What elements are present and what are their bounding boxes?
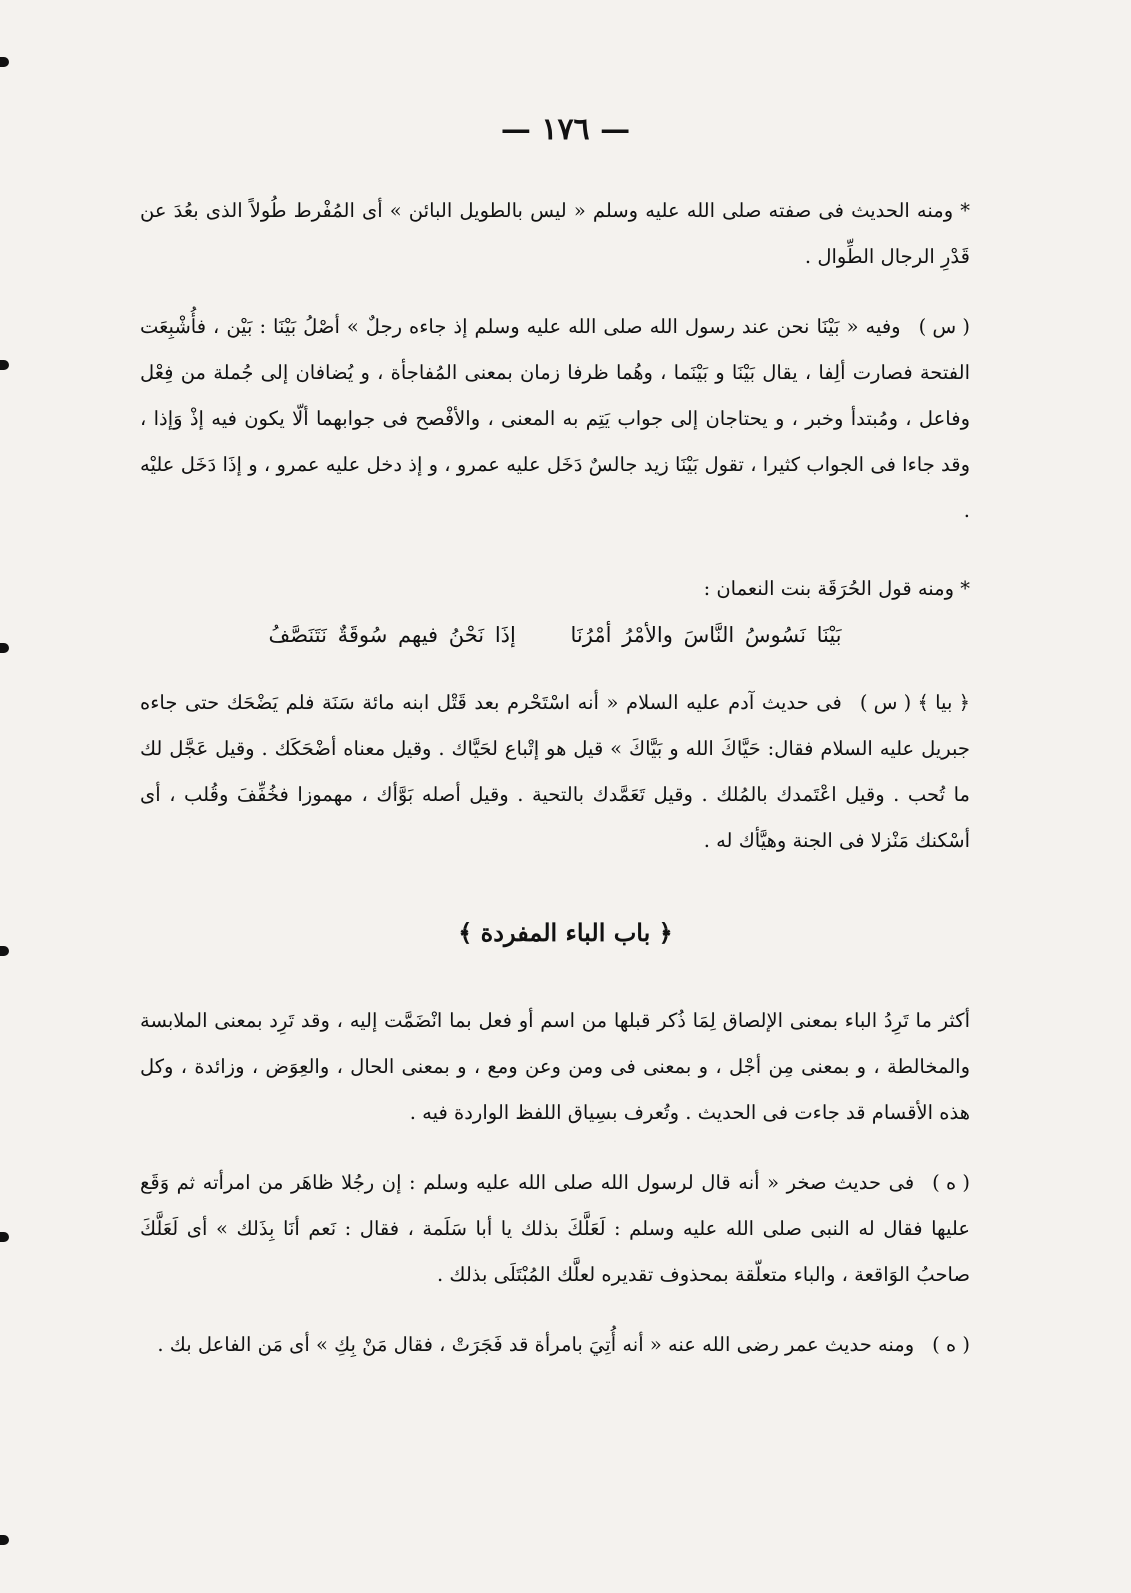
paragraph-text: فى حديث صخر « أنه قال لرسول الله صلى الله عليه وسلم : إن رجُلا ظاهَر من امرأته ثم وَقَع عليها فقال له النبى صلى الله عليه وسلم : لَعَلَّكَ بذلك يا أبا سَلَمة ، فقال : نَعم أنَا بِذَلك » أى لَعَلَّكَ صاحبُ الوَاقعة ، والباء متعلّقة بمحذوف تقديره لعلَّك المُبْتَلَى بذلك . — [140, 1171, 970, 1286]
verse-hemistich-1: بَيْنَا نَسُوسُ النَّاسَ والأمْرُ أمْرُنَا — [570, 623, 842, 647]
scan-edge-mark — [0, 1535, 9, 1545]
paragraph-text: ومنه حديث عمر رضى الله عنه « أنه أُتِيَ بامرأة قد فَجَرَتْ ، فقال مَنْ بِكِ » أى مَن الفاعل بك . — [157, 1333, 915, 1356]
paragraph-6 — [140, 1160, 970, 1298]
paragraph-5 — [140, 998, 970, 1136]
source-marker: ( ه ) — [932, 1171, 970, 1194]
source-marker: ( ه ) — [932, 1333, 970, 1356]
poetry-verse — [140, 612, 970, 658]
entry-marker: ﴿ بيا ﴾ ( س ) — [859, 691, 970, 714]
paragraph-3 — [140, 566, 970, 612]
paragraph-text: وفيه « بَيْنَا نحن عند رسول الله صلى الله عليه وسلم إذ جاءه رجلٌ » أصْلُ بَيْنَا : بَيْن ، فأُشْبِعَت الفتحة فصارت ألِفا ، يقال بَيْنَا و بَيْنَما ، وهُما ظرفا زمان بمعنى المُفاجأة ، و يُضافان إلى جُملة من فِعْل وفاعل ، ومُبتدأ وخبر ، و يحتاجان إلى جواب يَتِم به المعنى ، والأفْصح فى جوابهما ألّا يكون فيه إذْ وَإذا ، وقد جاءا فى الجواب كثيرا ، تقول بَيْنَا زيد جالسٌ دَخَل عليه عمرو ، و إذ دخل عليه عمرو ، و إذَا دَخَل عليْه . — [140, 315, 970, 522]
scan-edge-mark — [0, 360, 9, 370]
scan-edge-mark — [0, 643, 9, 653]
scan-edge-mark — [0, 57, 9, 67]
scan-edge-mark — [0, 1232, 9, 1242]
paragraph-4 — [140, 680, 970, 864]
paragraph-text: * ومنه قول الحُرَقَة بنت النعمان : — [703, 577, 970, 600]
page-number: — ١٧٦ — — [500, 112, 631, 147]
paragraph-7 — [140, 1322, 970, 1368]
section-title: ﴿ باب الباء المفردة ﴾ — [458, 918, 673, 947]
paragraph-1 — [140, 188, 970, 280]
source-marker: ( س ) — [918, 315, 970, 338]
paragraph-text: فى حديث آدم عليه السلام « أنه اسْتَحْرم بعد قَتْل ابنه مائة سَنَة فلم يَضْحَك حتى جاءه جبريل عليه السلام فقال: حَيَّاكَ الله و بَيَّاكَ » قيل هو إتْباع لحَيَّاك . وقيل معناه أضْحَكَك . وقيل عَجَّل لك ما تُحب . وقيل اعْتَمدك بالمُلك . وقيل تَعَمَّدك بالتحية . وقيل أصله بَوَّأك ، مهموزا فخُفِّفَ وقُلب ، أى أسْكنك مَنْزلا فى الجنة وهيَّأك له . — [140, 691, 970, 852]
paragraph-2 — [140, 304, 970, 534]
paragraph-text: * ومنه الحديث فى صفته صلى الله عليه وسلم « ليس بالطويل البائن » أى المُفْرط طُولاً الذى بعُدَ عن قَدْرِ الرجال الطِّوال . — [140, 199, 970, 268]
scan-edge-mark — [0, 946, 9, 956]
paragraph-text: أكثر ما تَرِدُ الباء بمعنى الإلصاق لِمَا ذُكر قبلها من اسم أو فعل بما انْضَمَّت إليه ، وقد تَرِد بمعنى الملابسة والمخالطة ، و بمعنى مِن أجْل ، و بمعنى فى ومن وعن ومع ، و بمعنى الحال ، والعِوَض ، وزائدة ، وكل هذه الأقسام قد جاءت فى الحديث . وتُعرف بسِياق اللفظ الواردة فيه . — [140, 1009, 970, 1124]
verse-hemistich-2: إذَا نَحْنُ فيهم سُوقَةٌ نَتَنَصَّفُ — [268, 623, 516, 647]
